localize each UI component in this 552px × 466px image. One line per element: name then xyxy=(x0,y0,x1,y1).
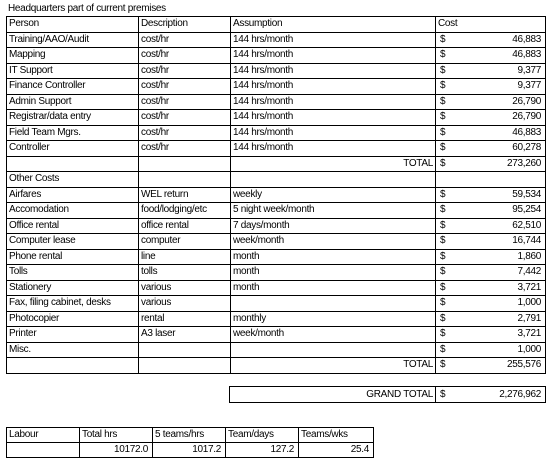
cell-assumption[interactable]: month xyxy=(231,265,436,281)
cell-cost[interactable]: 2,791 xyxy=(446,311,546,327)
table-row xyxy=(7,110,546,126)
cell-description[interactable]: rental xyxy=(139,311,231,327)
cell-person[interactable]: Tolls xyxy=(7,265,139,281)
table-row xyxy=(7,249,546,265)
cell-description[interactable]: various xyxy=(139,296,231,312)
cell-cost[interactable]: 62,510 xyxy=(446,218,546,234)
cell-description[interactable]: tolls xyxy=(139,265,231,281)
cell-cost[interactable]: 1,000 xyxy=(446,296,546,312)
total-currency[interactable]: $ xyxy=(436,358,446,374)
cost-table-body xyxy=(7,17,546,374)
table-row xyxy=(7,48,546,64)
cell-currency[interactable]: $ xyxy=(436,218,446,234)
table-row xyxy=(7,125,546,141)
cell-currency[interactable]: $ xyxy=(436,296,446,312)
cell-person[interactable]: Stationery xyxy=(7,280,139,296)
cell-description[interactable]: cost/hr xyxy=(139,125,231,141)
other-costs-heading-row xyxy=(7,172,546,188)
cell-assumption[interactable]: 144 hrs/month xyxy=(231,125,436,141)
cost-table xyxy=(6,16,546,374)
cell-cost[interactable]: 1,860 xyxy=(446,249,546,265)
grand-total-table xyxy=(229,386,546,403)
labour-value-total-hrs[interactable]: 10172.0 xyxy=(80,443,153,458)
cell-description[interactable]: A3 laser xyxy=(139,327,231,343)
cell-assumption[interactable]: 144 hrs/month xyxy=(231,94,436,110)
cell-person[interactable]: Office rental xyxy=(7,218,139,234)
cell-description[interactable]: cost/hr xyxy=(139,110,231,126)
cell-person[interactable]: Photocopier xyxy=(7,311,139,327)
table-row xyxy=(7,63,546,79)
cell-cost[interactable]: 60,278 xyxy=(446,141,546,157)
cell-person[interactable]: Phone rental xyxy=(7,249,139,265)
cell-description[interactable]: WEL return xyxy=(139,187,231,203)
header-description[interactable]: Description xyxy=(139,17,231,33)
cell-currency[interactable]: $ xyxy=(436,265,446,281)
cell-assumption[interactable]: 144 hrs/month xyxy=(231,141,436,157)
grand-total-label[interactable]: GRAND TOTAL xyxy=(230,387,436,403)
cell-currency[interactable]: $ xyxy=(436,311,446,327)
cell-assumption[interactable]: 5 night week/month xyxy=(231,203,436,219)
cell-description[interactable]: cost/hr xyxy=(139,79,231,95)
table-row xyxy=(7,203,546,219)
labour-header-labour[interactable]: Labour xyxy=(7,428,80,443)
cell-cost[interactable]: 16,744 xyxy=(446,234,546,250)
cell-assumption[interactable]: month xyxy=(231,249,436,265)
cell-assumption[interactable]: 144 hrs/month xyxy=(231,48,436,64)
cell-cost[interactable]: 3,721 xyxy=(446,327,546,343)
cell-description[interactable]: cost/hr xyxy=(139,48,231,64)
cell-currency[interactable]: $ xyxy=(436,234,446,250)
table-row xyxy=(7,280,546,296)
cell-assumption[interactable]: monthly xyxy=(231,311,436,327)
table-row xyxy=(7,32,546,48)
table-row xyxy=(7,342,546,358)
labour-header-row xyxy=(7,428,374,443)
cell-empty[interactable] xyxy=(436,172,446,188)
cell-currency[interactable]: $ xyxy=(436,48,446,64)
cell-cost[interactable]: 95,254 xyxy=(446,203,546,219)
cell-cost[interactable]: 3,721 xyxy=(446,280,546,296)
cell-cost[interactable]: 9,377 xyxy=(446,63,546,79)
labour-header-5-teams-hrs[interactable]: 5 teams/hrs xyxy=(153,428,226,443)
cell-cost[interactable]: 9,377 xyxy=(446,79,546,95)
total-currency[interactable]: $ xyxy=(436,156,446,172)
cell-description[interactable]: cost/hr xyxy=(139,63,231,79)
cell-assumption[interactable]: week/month xyxy=(231,327,436,343)
cell-description[interactable]: food/lodging/etc xyxy=(139,203,231,219)
labour-value-5-teams-hrs[interactable]: 1017.2 xyxy=(153,443,226,458)
cell-description[interactable]: cost/hr xyxy=(139,32,231,48)
cell-cost[interactable]: 46,883 xyxy=(446,32,546,48)
cell-assumption[interactable]: weekly xyxy=(231,187,436,203)
table-row xyxy=(7,311,546,327)
cell-description[interactable]: various xyxy=(139,280,231,296)
cell-currency[interactable]: $ xyxy=(436,342,446,358)
header-row xyxy=(7,17,546,33)
table-row xyxy=(7,94,546,110)
cell-person[interactable]: Admin Support xyxy=(7,94,139,110)
labour-value-labour[interactable] xyxy=(7,443,80,458)
table-row xyxy=(7,187,546,203)
cell-cost[interactable]: 26,790 xyxy=(446,94,546,110)
cell-person[interactable]: Accomodation xyxy=(7,203,139,219)
header-cost[interactable]: Cost xyxy=(436,17,546,33)
header-person[interactable]: Person xyxy=(7,17,139,33)
total-value[interactable]: 273,260 xyxy=(446,156,546,172)
staff-total-row xyxy=(7,156,546,172)
cell-empty[interactable] xyxy=(139,172,231,188)
cell-assumption[interactable]: 144 hrs/month xyxy=(231,32,436,48)
cell-description[interactable] xyxy=(139,342,231,358)
cell-person[interactable]: Training/AAO/Audit xyxy=(7,32,139,48)
table-row xyxy=(7,234,546,250)
cell-assumption[interactable]: month xyxy=(231,280,436,296)
cell-currency[interactable]: $ xyxy=(436,110,446,126)
cell-currency[interactable]: $ xyxy=(436,79,446,95)
cell-currency[interactable]: $ xyxy=(436,187,446,203)
cell-person[interactable]: Fax, filing cabinet, desks xyxy=(7,296,139,312)
cell-assumption[interactable] xyxy=(231,296,436,312)
cell-person[interactable]: Misc. xyxy=(7,342,139,358)
cell-empty[interactable] xyxy=(139,358,231,374)
cell-currency[interactable]: $ xyxy=(436,125,446,141)
sheet-title: Headquarters part of current premises xyxy=(8,3,166,14)
cell-empty[interactable] xyxy=(139,156,231,172)
cell-currency[interactable]: $ xyxy=(436,327,446,343)
cell-description[interactable]: cost/hr xyxy=(139,141,231,157)
cell-person[interactable]: Airfares xyxy=(7,187,139,203)
cell-currency[interactable]: $ xyxy=(436,141,446,157)
labour-value-team-days[interactable]: 127.2 xyxy=(226,443,299,458)
total-label[interactable]: TOTAL xyxy=(231,156,436,172)
total-label[interactable]: TOTAL xyxy=(231,358,436,374)
labour-value-teams-wks[interactable]: 25.4 xyxy=(299,443,374,458)
cell-cost[interactable]: 46,883 xyxy=(446,48,546,64)
cell-assumption[interactable]: 7 days/month xyxy=(231,218,436,234)
cell-cost[interactable]: 7,442 xyxy=(446,265,546,281)
labour-header-total-hrs[interactable]: Total hrs xyxy=(80,428,153,443)
other-total-row xyxy=(7,358,546,374)
cell-assumption[interactable]: 144 hrs/month xyxy=(231,63,436,79)
cell-cost[interactable]: 59,534 xyxy=(446,187,546,203)
cell-assumption[interactable] xyxy=(231,342,436,358)
cell-currency[interactable]: $ xyxy=(436,94,446,110)
table-row xyxy=(7,296,546,312)
cell-empty[interactable] xyxy=(7,156,139,172)
cell-description[interactable]: cost/hr xyxy=(139,94,231,110)
labour-header-teams-wks[interactable]: Teams/wks xyxy=(299,428,374,443)
labour-header-team-days[interactable]: Team/days xyxy=(226,428,299,443)
cell-person[interactable]: Controller xyxy=(7,141,139,157)
grand-total-currency[interactable]: $ xyxy=(436,387,446,403)
cell-cost[interactable]: 26,790 xyxy=(446,110,546,126)
cell-assumption[interactable]: week/month xyxy=(231,234,436,250)
cell-currency[interactable]: $ xyxy=(436,249,446,265)
cell-description[interactable]: computer xyxy=(139,234,231,250)
cell-person[interactable]: Field Team Mgrs. xyxy=(7,125,139,141)
total-value[interactable]: 255,576 xyxy=(446,358,546,374)
cell-person[interactable]: Registrar/data entry xyxy=(7,110,139,126)
table-row xyxy=(7,327,546,343)
table-row xyxy=(7,265,546,281)
grand-total-value[interactable]: 2,276,962 xyxy=(446,387,546,403)
cell-empty[interactable] xyxy=(231,172,436,188)
cell-description[interactable]: office rental xyxy=(139,218,231,234)
table-row xyxy=(7,141,546,157)
cell-cost[interactable]: 1,000 xyxy=(446,342,546,358)
table-row xyxy=(7,79,546,95)
cell-currency[interactable]: $ xyxy=(436,203,446,219)
cell-person[interactable]: Mapping xyxy=(7,48,139,64)
cell-person[interactable]: Computer lease xyxy=(7,234,139,250)
grand-total-row xyxy=(230,387,546,403)
cell-empty[interactable] xyxy=(7,358,139,374)
cell-currency[interactable]: $ xyxy=(436,280,446,296)
cell-description[interactable]: line xyxy=(139,249,231,265)
labour-table xyxy=(6,427,374,458)
labour-values-row xyxy=(7,443,374,458)
table-row xyxy=(7,218,546,234)
cell-currency[interactable]: $ xyxy=(436,32,446,48)
cell-person[interactable]: IT Support xyxy=(7,63,139,79)
cell-cost[interactable]: 46,883 xyxy=(446,125,546,141)
cell-assumption[interactable]: 144 hrs/month xyxy=(231,110,436,126)
header-assumption[interactable]: Assumption xyxy=(231,17,436,33)
cell-assumption[interactable]: 144 hrs/month xyxy=(231,79,436,95)
cell-person[interactable]: Finance Controller xyxy=(7,79,139,95)
other-costs-heading[interactable]: Other Costs xyxy=(7,172,139,188)
cell-empty[interactable] xyxy=(446,172,546,188)
cell-person[interactable]: Printer xyxy=(7,327,139,343)
cell-currency[interactable]: $ xyxy=(436,63,446,79)
